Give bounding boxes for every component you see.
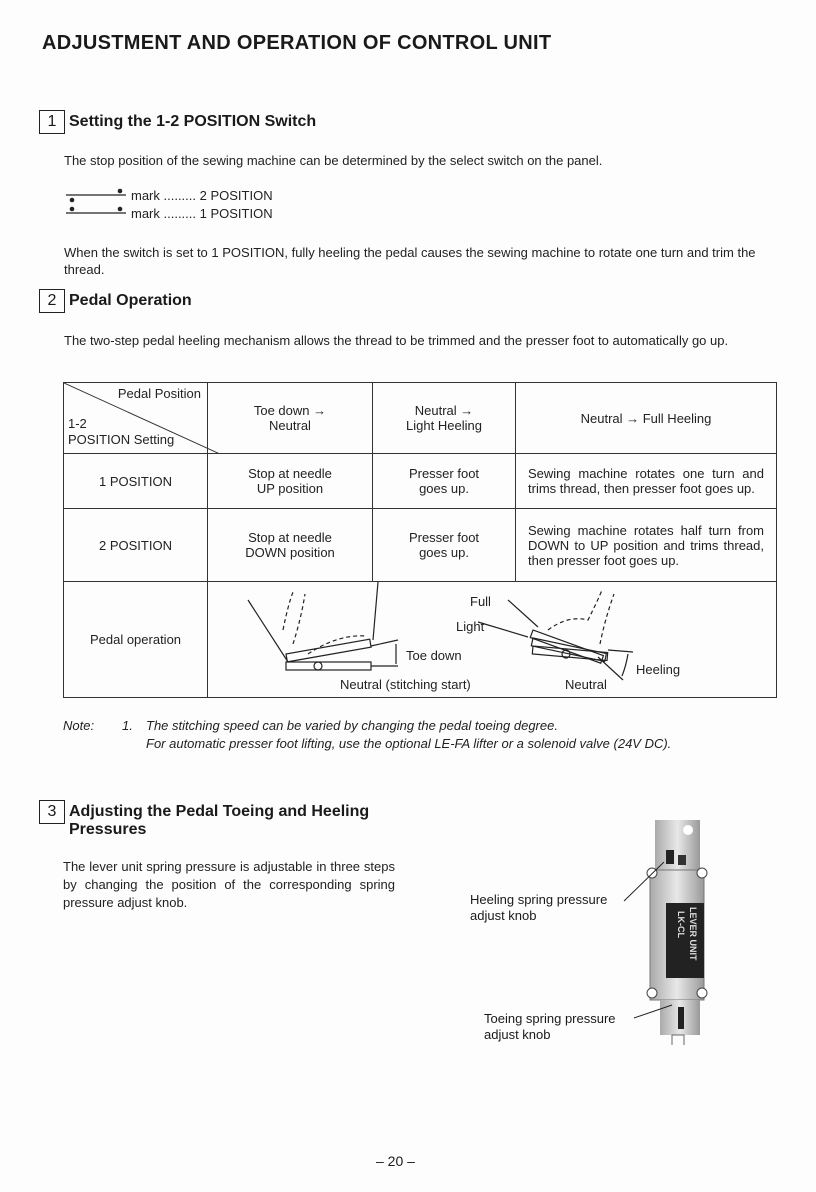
table-cell: Presser foot goes up. — [373, 454, 516, 509]
pedal-diagram-cell — [208, 582, 777, 698]
table-row — [64, 454, 777, 509]
table-row — [64, 509, 777, 582]
section-3-heading — [39, 800, 369, 839]
note-line: The stitching speed can be varied by changing the pedal toeing degree. — [146, 718, 558, 733]
table-cell: Sewing machine rotates half turn from DOWN to UP position and trims thread, then presser foot goes up. — [516, 509, 777, 582]
label-neutral-stitching: Neutral (stitching start) — [340, 677, 471, 692]
mark-1-position: mark ......... 1 POSITION — [131, 206, 273, 221]
section-2-intro: The two-step pedal heeling mechanism allows the thread to be trimmed and the presser foot to automatically go up. — [64, 333, 729, 348]
label-full: Full — [470, 594, 491, 609]
corner-top-label: Pedal Position — [117, 386, 201, 401]
section-number: 3 — [39, 800, 65, 824]
table-cell: Presser foot goes up. — [373, 509, 516, 582]
row-label: Pedal operation — [64, 582, 208, 698]
header-cell: Toe down → Neutral — [208, 383, 373, 454]
corner-cell — [64, 383, 208, 454]
callout-text: adjust knob — [484, 1027, 551, 1042]
section-title: Setting the 1-2 POSITION Switch — [69, 113, 317, 130]
section-2-heading — [39, 289, 192, 313]
callout-text: adjust knob — [470, 908, 537, 923]
row-label: 2 POSITION — [64, 509, 208, 582]
section-title: Pedal Operation — [69, 292, 192, 309]
section-3-body: The lever unit spring pressure is adjustable in three steps by changing the position of the corresponding spring pressure adjust knob. — [63, 859, 395, 910]
corner-bottom-label: POSITION Setting — [68, 432, 175, 447]
callout-heeling — [470, 892, 607, 924]
label-light: Light — [456, 619, 485, 634]
lever-unit-label: LEVER UNIT — [688, 907, 698, 961]
switch-mark-icons — [64, 186, 130, 222]
mark-2-position: mark ......... 2 POSITION — [131, 188, 273, 203]
table-cell: Sewing machine rotates one turn and trims thread, then presser foot goes up. — [516, 454, 777, 509]
header-cell: Neutral → Light Heeling — [373, 383, 516, 454]
section-number: 1 — [39, 110, 65, 134]
table-header-row — [64, 383, 777, 454]
label-neutral: Neutral — [565, 677, 607, 692]
note-label: Note: — [63, 718, 95, 733]
table-row-pedal — [64, 582, 777, 698]
table-cell: Stop at needle UP position — [208, 454, 373, 509]
row-label: 1 POSITION — [64, 454, 208, 509]
table-cell: Stop at needle DOWN position — [208, 509, 373, 582]
page-number: – 20 – — [376, 1153, 415, 1169]
callout-text: Heeling spring pressure — [470, 892, 608, 907]
section-1-body: When the switch is set to 1 POSITION, fully heeling the pedal causes the sewing machine to rotate one turn and trim the thread. — [64, 245, 756, 277]
svg-text:LK-CL: LK-CL — [676, 911, 686, 938]
page-title: ADJUSTMENT AND OPERATION OF CONTROL UNIT — [42, 32, 552, 54]
lever-unit-photo — [600, 815, 720, 1045]
header-cell: Neutral → Full Heeling — [516, 383, 777, 454]
pedal-operation-table — [63, 382, 777, 698]
callout-text: Toeing spring pressure — [484, 1011, 616, 1026]
corner-bottom-label: 1-2 — [68, 416, 87, 431]
note-number: 1. — [122, 718, 133, 733]
label-heeling: Heeling — [636, 662, 681, 677]
section-title: Pressures — [69, 821, 147, 838]
note-line: For automatic presser foot lifting, use the optional LE-FA lifter or a solenoid valve (24V DC). — [146, 736, 672, 751]
section-1-intro: The stop position of the sewing machine can be determined by the select switch on the panel. — [64, 153, 603, 168]
label-toe-down: Toe down — [406, 648, 462, 663]
section-number: 2 — [39, 289, 65, 313]
section-title: Adjusting the Pedal Toeing and Heeling — [69, 803, 370, 820]
section-1-heading — [39, 110, 316, 134]
callout-toeing — [484, 1011, 616, 1043]
